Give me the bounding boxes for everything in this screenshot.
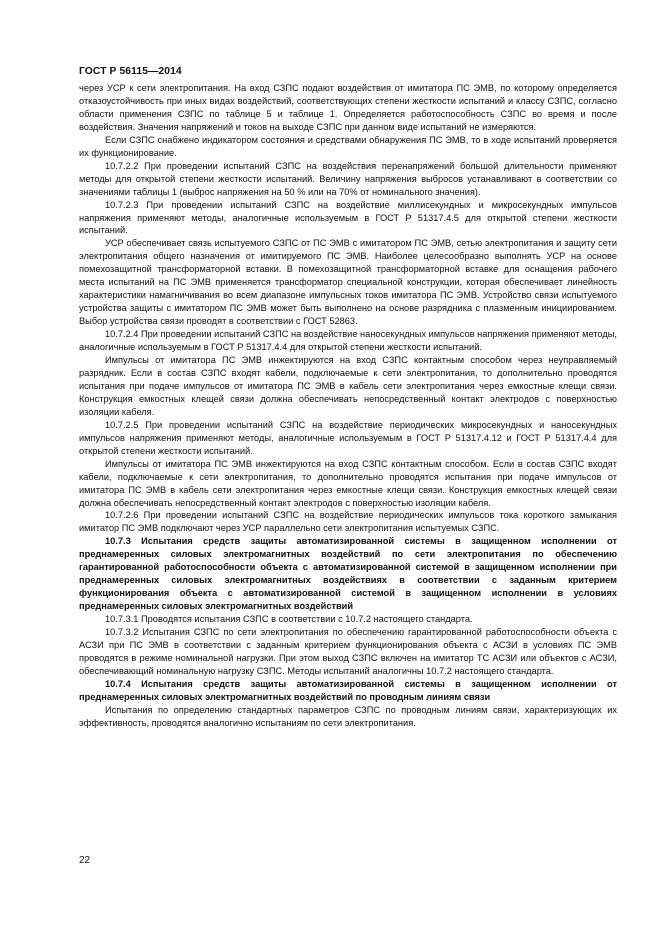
paragraph: Импульсы от имитатора ПС ЭМВ инжектируются на вход СЗПС контактным способом через неуправляемый разрядник. Если в состав СЗПС входят кабели, подключаемые к сети электропитания, то дополнительно проводятся испытания при подаче импульсов от имитатора ПС ЭМВ в кабель сети электропитания через емкостные клещи связи. Конструкция емкостных клещей связи должна обеспечивать непосредственный контакт электродов с поверхностью изоляции кабеля. <box>79 355 617 417</box>
paragraph: Импульсы от имитатора ПС ЭМВ инжектируются на вход СЗПС контактным способом. Если в состав СЗПС входят кабели, подключаемые к сети электропитания, то дополнительно проводятся испытания при подаче импульсов от имитатора ПС ЭМВ в кабель сети электропитания через емкостные клещи связи. Конструкция емкостных клещей связи должна обеспечивать непосредственный контакт электродов с поверхностью изоляции кабеля. <box>79 458 617 508</box>
document-page <box>79 40 617 730</box>
section-heading: 10.7.3 Испытания средств защиты автоматизированной системы в защищенном исполнении от преднамеренных силовых электромагнитных воздействий по сети электропитания по обеспечению гарантированной работоспособности объекта с автоматизированной системой в защищенном исполнении при преднамеренных силовых электромагнитных воздействиях в соответствии с заданным критерием функционирования объекта с автоматизированной системой в защищенном исполнении в условиях преднамеренных силовых электромагнитных воздействий <box>79 536 617 612</box>
paragraph: Если СЗПС снабжено индикатором состояния и средствами обнаружения ПС ЭМВ, то в ходе испытаний проверяется их функционирование. <box>79 134 617 158</box>
paragraph: Испытания по определению стандартных параметров СЗПС по проводным линиям связи, характеризующих их эффективность, проводятся аналогично испытаниям по сети электропитания. <box>79 704 617 728</box>
section-heading: 10.7.4 Испытания средств защиты автоматизированной системы в защищенном исполнении от преднамеренных силовых электромагнитных воздействий по проводным линиям связи <box>79 678 617 702</box>
paragraph: 10.7.3.1 Проводятся испытания СЗПС в соответствии с 10.7.2 настоящего стандарта. <box>105 614 473 625</box>
paragraph: 10.7.2.6 При проведении испытаний СЗПС на воздействие периодических импульсов тока короткого замыкания имитатор ПС ЭМВ подключают через УСР параллельно сети электропитания испытуемых СЗПС. <box>79 510 617 534</box>
paragraph: УСР обеспечивает связь испытуемого СЗПС от ПС ЭМВ с имитатором ПС ЭМВ, сетью электропитания и защиту сети электропитания общего назначения от имитируемого ПС ЭМВ. Наиболее целесообразно выполнять УСР на основе помехозащитной трансформаторной вставки. В помехозащитной трансформаторной вставке для оснащения рабочего места испытаний на ПС ЭМВ применяется трансформатор специальной конструкции, которая обеспечивает линейность характеристики намагничивания во всем диапазоне импульсных токов имитатора ПС ЭМВ. Устройство связи испытуемого устройства защиты с имитатором ПС ЭМВ может быть выполнено на основе разрядника с плазменным инициированием. Выбор устройства связи проводят в соответствии с ГОСТ 52863. <box>79 238 617 327</box>
paragraph: 10.7.2.2 При проведении испытаний СЗПС на воздействия перенапряжений большой длительности применяют методы для открытой степени жесткости испытаний. Величину напряжения выбросов устанавливают в соответствии со значениями таблицы 1 (выброс напряжения на 50 % или на 70% от номинального значения). <box>79 160 617 197</box>
paragraph: 10.7.2.3 При проведении испытаний СЗПС на воздействие миллисекундных и микросекундных импульсов напряжения применяют методы, аналогичные используемым в ГОСТ Р 51317.4.5 для открытой степени жесткости испытаний. <box>79 199 617 236</box>
paragraph: через УСР к сети электропитания. На вход СЗПС подают воздействия от имитатора ПС ЭМВ, по которому определяется отказоустойчивость при иных видах воздействий, соответствующих степени жесткости испытаний и классу СЗПС, согласно области применения СЗПС по таблице 5 и таблице 1. Определяется работоспособность СЗПС во время и после воздействия. Значения напряжений и токов на выходе СЗПС при данном виде испытаний не измеряются. <box>79 83 617 132</box>
document-body <box>79 82 617 730</box>
page-number: 22 <box>79 855 91 866</box>
paragraph: 10.7.3.2 Испытания СЗПС по сети электропитания по обеспечению гарантированной работоспособности объекта с АСЗИ при ПС ЭМВ в соответствии с заданным критерием функционирования объекта с АСЗИ в условиях ПС ЭМВ проводятся в режиме номинальной нагрузки. При этом выход СЗПС включен на имитатор ТС АСЗИ или объектов с АСЗИ, обеспечивающий номинальную нагрузку СЗПС. Методы испытаний аналогичны 10.7.2 настоящего стандарта. <box>79 627 617 676</box>
paragraph: 10.7.2.4 При проведении испытаний СЗПС на воздействие наносекундных импульсов напряжения применяют методы, аналогичные используемым в ГОСТ Р 51317.4.4 для открытой степени жесткости испытаний. <box>79 329 617 353</box>
paragraph: 10.7.2.5 При проведении испытаний СЗПС на воздействие периодических микросекундных и наносекундных импульсов напряжения применяют методы, аналогичные используемым в ГОСТ Р 51317.4.12 и ГОСТ Р 51317.4.4 для открытой степени жесткости испытаний. <box>79 419 617 456</box>
document-header: ГОСТ Р 56115—2014 <box>79 66 182 77</box>
